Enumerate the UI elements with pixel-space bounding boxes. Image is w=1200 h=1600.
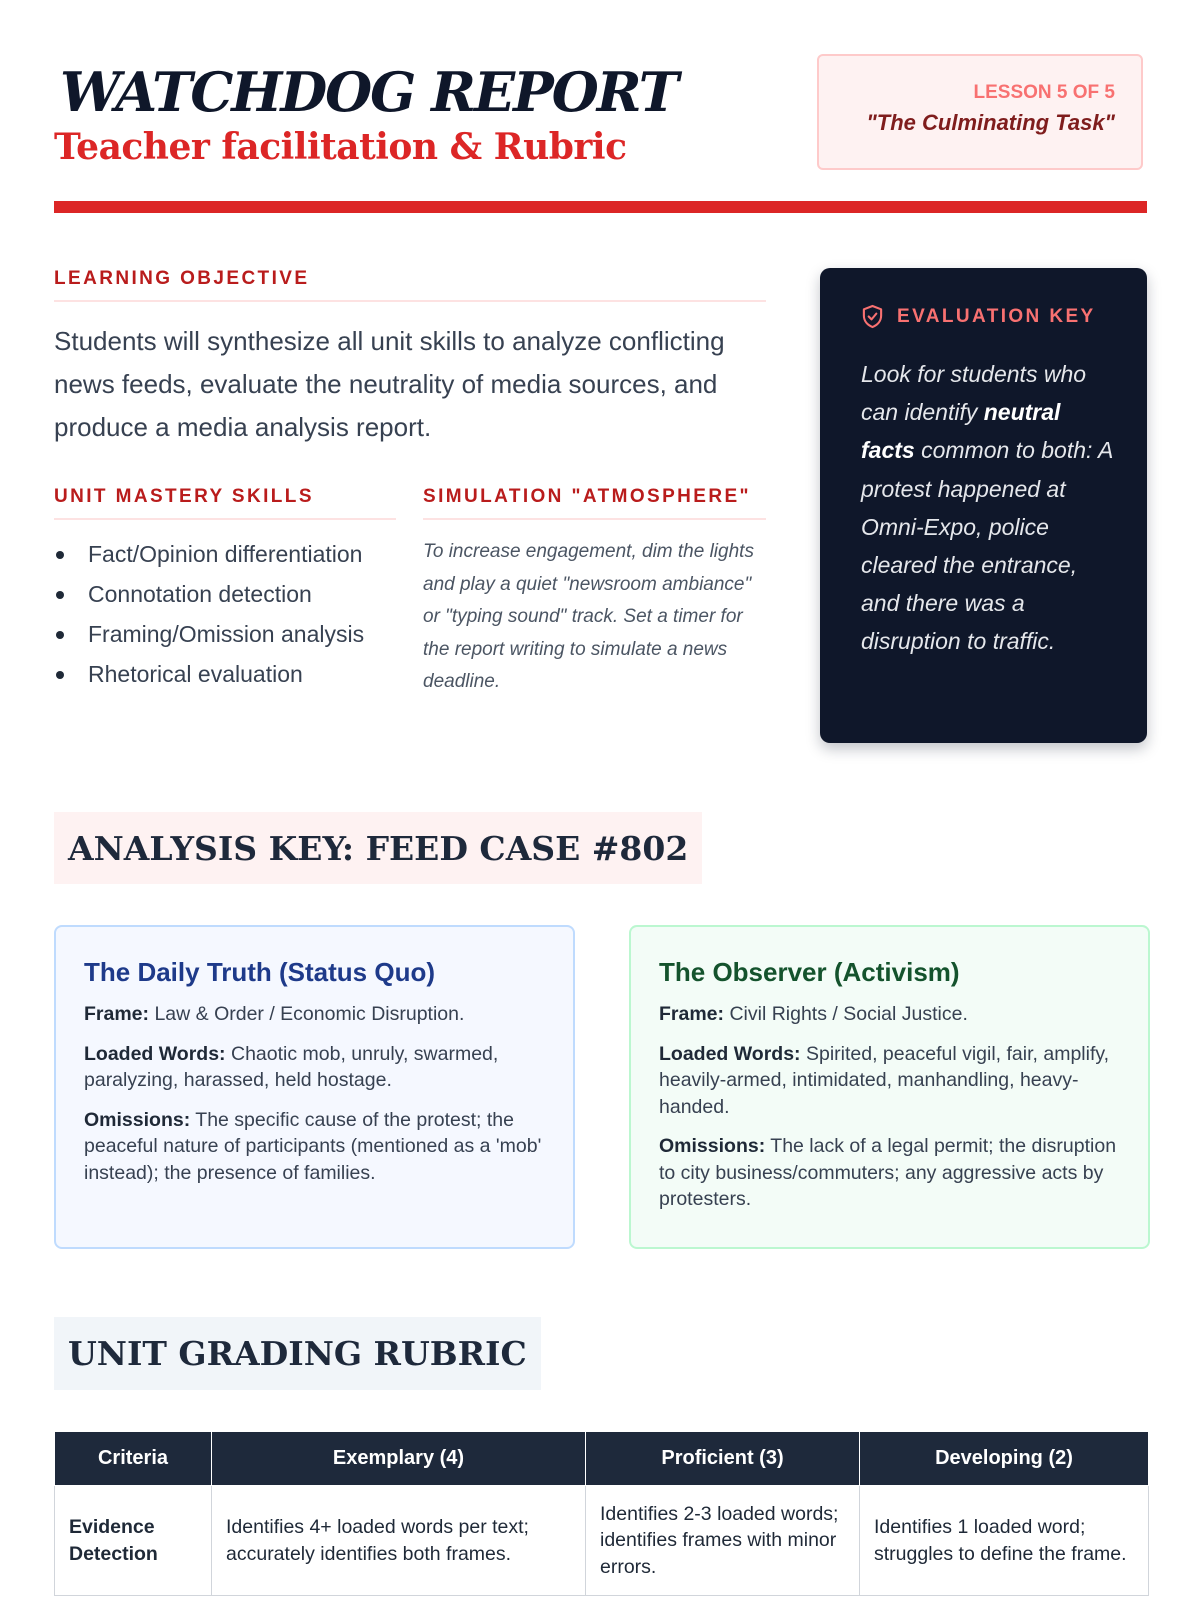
report-header xyxy=(54,40,1147,216)
atmosphere-text: To increase engagement, dim the lights and play a quiet "newsroom ambiance" or "typing sound" track. Set a timer for the report writing to simulate a news deadline. xyxy=(423,541,754,692)
feed-card-observer xyxy=(629,925,1150,1249)
column-header-proficient: Proficient (3) xyxy=(586,1432,860,1486)
header-divider xyxy=(54,201,1147,213)
lesson-label: LESSON 5 OF 5 xyxy=(973,82,1115,103)
rubric-heading: UNIT GRADING RUBRIC xyxy=(54,1317,541,1390)
developing-cell: Identifies 1 loaded word; struggles to define the frame. xyxy=(860,1486,1149,1596)
skills-label: UNIT MASTERY SKILLS xyxy=(54,486,396,520)
list-item: Framing/Omission analysis xyxy=(54,614,396,654)
feed-title: The Observer (Activism) xyxy=(659,957,960,987)
feed-omissions-label: Omissions: xyxy=(659,1135,766,1157)
feed-card-daily-truth xyxy=(54,925,575,1249)
shield-icon xyxy=(861,304,884,329)
analysis-key-heading: ANALYSIS KEY: FEED CASE #802 xyxy=(54,812,702,884)
feed-title: The Daily Truth (Status Quo) xyxy=(84,957,436,987)
lesson-quote: "The Culminating Task" xyxy=(866,110,1115,135)
skills-list xyxy=(54,534,396,694)
feed-loaded-label: Loaded Words: xyxy=(84,1042,226,1065)
learning-objective-text: Students will synthesize all unit skills to analyze conflicting news feeds, evaluate the neutrality of media sources, and produce a media analysis report. xyxy=(54,326,725,442)
feed-frame-label: Frame: xyxy=(84,1003,150,1025)
feed-frame-value: Civil Rights / Social Justice. xyxy=(729,1003,968,1025)
table-header-row xyxy=(55,1432,1149,1486)
report-title: WATCHDOG REPORT xyxy=(60,60,677,124)
evaluation-key-card xyxy=(820,268,1147,743)
feed-omissions xyxy=(84,1107,545,1187)
feed-loaded-value: Spirited, peaceful vigil, fair, amplify, heavily-armed, intimidated, manhandling, heavy-handed. xyxy=(659,1042,1110,1118)
grading-rubric-table xyxy=(54,1431,1149,1596)
exemplary-cell: Identifies 4+ loaded words per text; accurately identifies both frames. xyxy=(212,1486,586,1596)
list-item: Fact/Opinion differentiation xyxy=(54,534,396,574)
feed-omissions-label: Omissions: xyxy=(84,1108,191,1131)
column-header-criteria: Criteria xyxy=(55,1432,212,1486)
list-item: Rhetorical evaluation xyxy=(54,654,396,694)
feed-loaded-value: Chaotic mob, unruly, swarmed, paralyzing, harassed, held hostage. xyxy=(84,1042,499,1091)
feed-frame xyxy=(84,1001,545,1028)
learning-objective-label: LEARNING OBJECTIVE xyxy=(54,268,766,302)
atmosphere-label: SIMULATION "ATMOSPHERE" xyxy=(423,486,766,520)
feed-omissions-value: The lack of a legal permit; the disruption to city business/commuters; any aggressive acts by protesters. xyxy=(659,1135,1117,1210)
feed-omissions xyxy=(659,1133,1120,1213)
evaluation-key-header xyxy=(861,304,1119,329)
feed-loaded-words xyxy=(84,1041,545,1094)
evaluation-key-title: EVALUATION KEY xyxy=(897,305,1096,327)
evaluation-text-part: common to both: A protest happened at Omni-Expo, police cleared the entrance, and there was a disruption to traffic. xyxy=(861,437,1113,655)
simulation-atmosphere-section xyxy=(423,486,766,699)
feed-omissions-value: The specific cause of the protest; the peaceful nature of participants (mentioned as a 'mob' instead); the presence of families. xyxy=(84,1108,542,1184)
proficient-cell: Identifies 2-3 loaded words; identifies frames with minor errors. xyxy=(586,1486,860,1596)
column-header-exemplary: Exemplary (4) xyxy=(212,1432,586,1486)
report-subtitle: Teacher facilitation & Rubric xyxy=(54,126,627,168)
feed-frame-label: Frame: xyxy=(659,1003,725,1025)
feed-loaded-words xyxy=(659,1041,1120,1121)
evaluation-text-emphasis: neutral facts xyxy=(861,399,1061,464)
learning-objective-section xyxy=(54,268,766,449)
table-row xyxy=(55,1486,1149,1596)
feed-frame xyxy=(659,1001,1120,1028)
column-header-developing: Developing (2) xyxy=(860,1432,1149,1486)
criteria-cell: Evidence Detection xyxy=(55,1486,212,1596)
feed-loaded-label: Loaded Words: xyxy=(659,1042,801,1065)
list-item: Connotation detection xyxy=(54,574,396,614)
lesson-badge xyxy=(817,54,1143,170)
feed-frame-value: Law & Order / Economic Disruption. xyxy=(154,1003,465,1025)
evaluation-text-part: Look for students who can identify xyxy=(861,361,1087,426)
evaluation-key-text xyxy=(861,355,1119,661)
unit-mastery-skills-section xyxy=(54,486,396,694)
